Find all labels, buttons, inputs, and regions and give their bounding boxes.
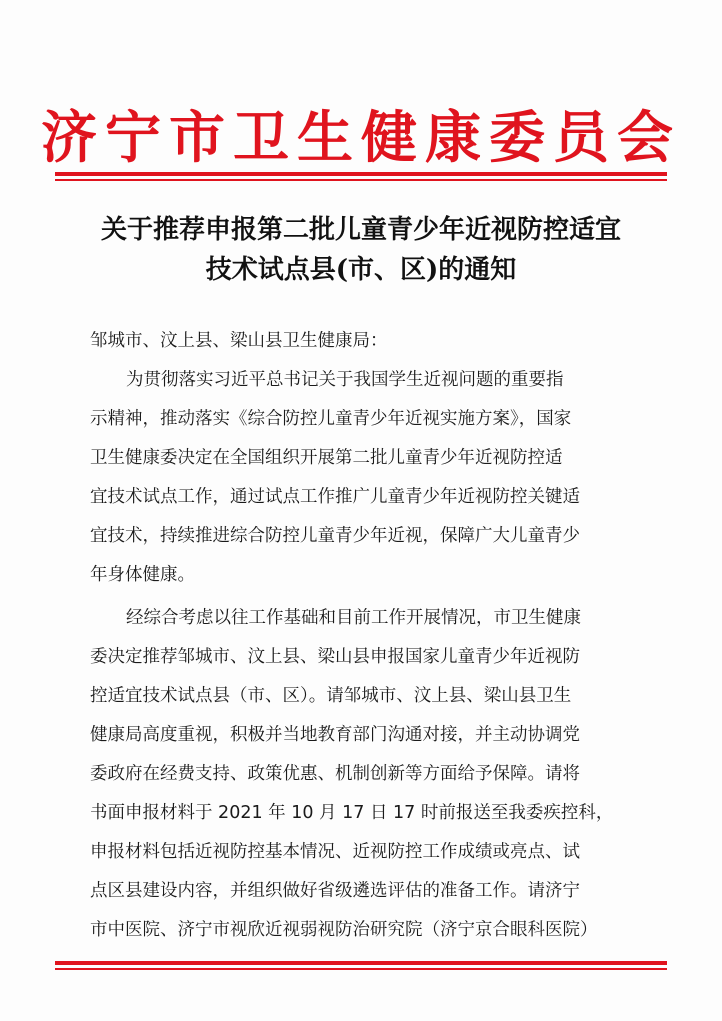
paragraph-line: 健康局高度重视，积极并当地教育部门沟通对接，并主动协调党: [90, 725, 580, 745]
issuer-masthead: 济宁市卫生健康委员会: [41, 105, 681, 171]
paragraph-line: 委政府在经费支持、政策优惠、机制创新等方面给予保障。请将: [90, 764, 580, 784]
paragraph-line: 为贯彻落实习近平总书记关于我国学生近视问题的重要指: [126, 370, 564, 390]
footer-rule-thin: [55, 968, 667, 970]
paragraph-line: 控适宜技术试点县（市、区）。请邹城市、汶上县、梁山县卫生: [90, 686, 572, 706]
paragraph-line: 经综合考虑以往工作基础和目前工作开展情况，市卫生健康: [126, 608, 581, 628]
paragraph-line: 书面申报材料于 2021 年 10 月 17 日 17 时前报送至我委疾控科，: [90, 803, 614, 823]
paragraph-line: 卫生健康委决定在全国组织开展第二批儿童青少年近视防控适: [90, 448, 563, 468]
paragraph-2: [90, 599, 655, 950]
paragraph-line: 委决定推荐邹城市、汶上县、梁山县申报国家儿童青少年近视防: [90, 647, 580, 667]
document-body: [90, 322, 655, 950]
footer-rule-thick: [55, 961, 667, 965]
paragraph-1: [90, 361, 655, 595]
paragraph-line: 市中医院、济宁市视欣近视弱视防治研究院（济宁京合眼科医院）: [90, 920, 598, 940]
paragraph-line: 点区县建设内容，并组织做好省级遴选评估的准备工作。请济宁: [90, 881, 580, 901]
paragraph-line: 申报材料包括近视防控基本情况、近视防控工作成绩或亮点、试: [90, 842, 580, 862]
paragraph-line: 示精神，推动落实《综合防控儿童青少年近视实施方案》，国家: [90, 409, 572, 429]
salutation: 邹城市、汶上县、梁山县卫生健康局：: [90, 331, 388, 351]
paragraph-line: 年身体健康。: [90, 565, 195, 585]
document-title: [40, 210, 682, 290]
title-line-1: 关于推荐申报第二批儿童青少年近视防控适宜: [100, 215, 621, 245]
paragraph-line: 宜技术试点工作，通过试点工作推广儿童青少年近视防控关键适: [90, 487, 580, 507]
masthead-rule-thick: [55, 172, 667, 176]
title-line-2: 技术试点县(市、区)的通知: [205, 255, 517, 285]
masthead-rule-thin: [55, 179, 667, 181]
paragraph-line: 宜技术，持续推进综合防控儿童青少年近视，保障广大儿童青少: [90, 526, 580, 546]
